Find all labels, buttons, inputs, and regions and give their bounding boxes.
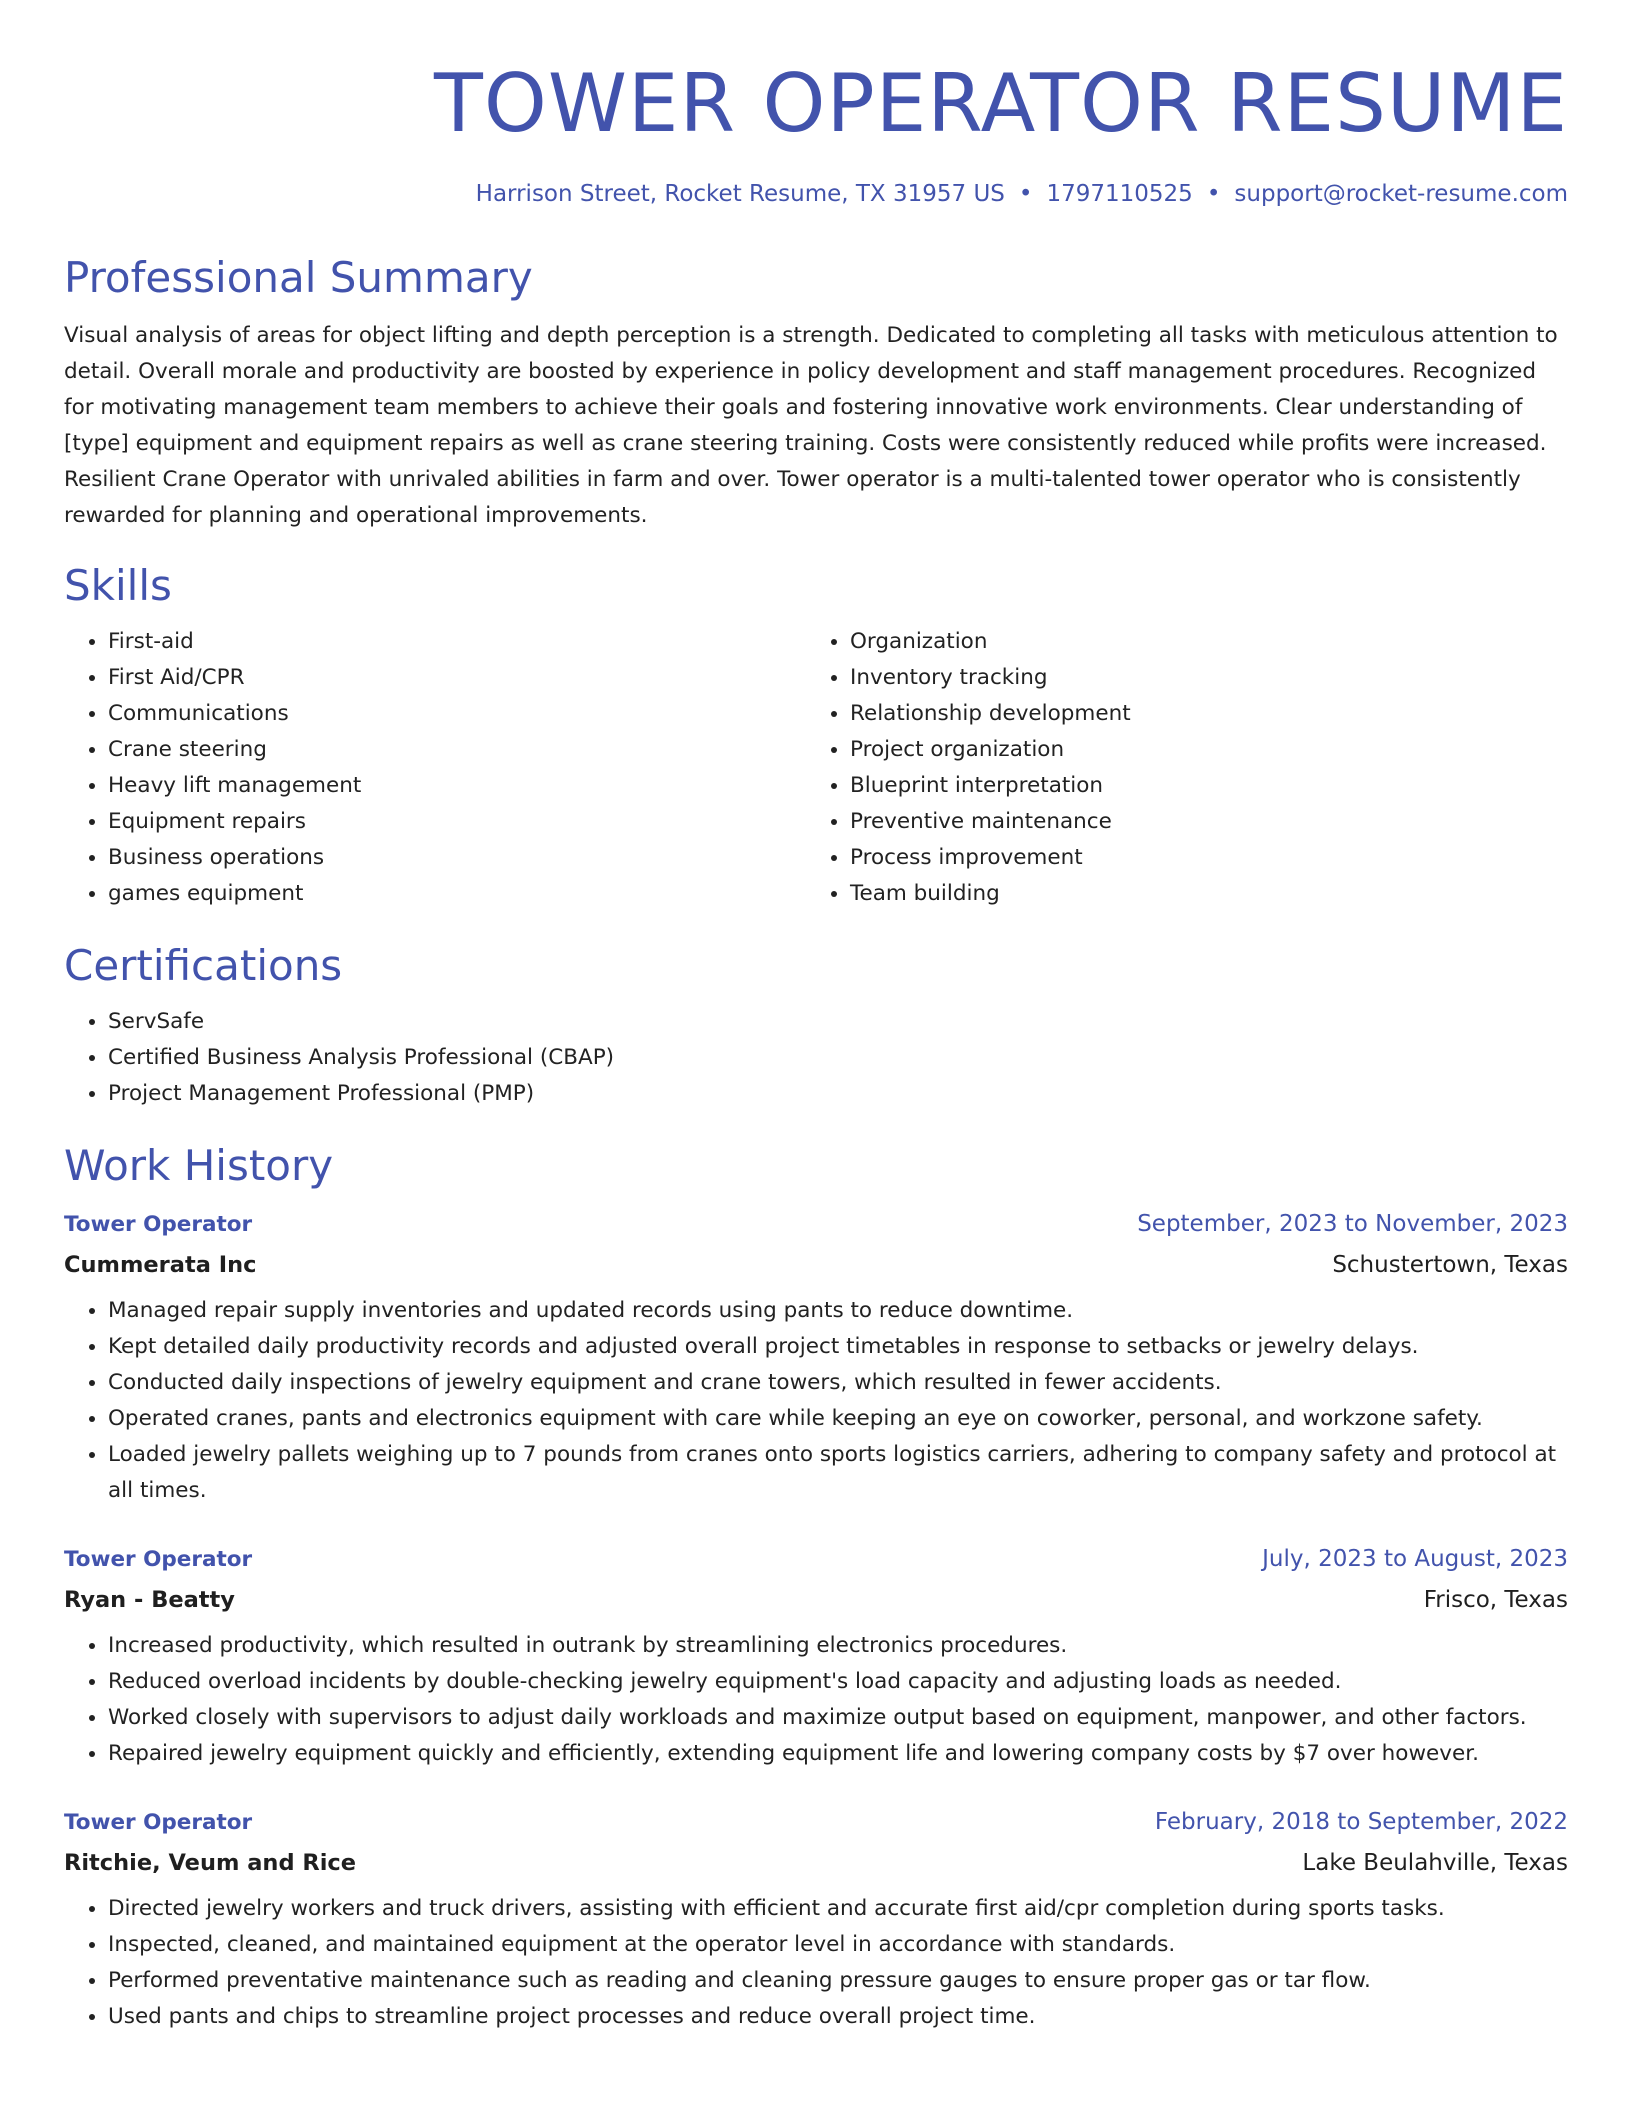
skill-item: • Preventive maintenance — [850, 804, 1548, 840]
contact-phone: 1797110525 — [1046, 181, 1193, 207]
skill-item: • Team building — [850, 876, 1548, 912]
job-company: Cummerata Inc — [64, 1252, 257, 1278]
job-location: Frisco, Texas — [1423, 1587, 1568, 1613]
job-bullet: • Directed jewelry workers and truck drivers, assisting with efficient and accurate first aid/cpr completion during sports tasks. — [108, 1891, 1568, 1927]
skill-item: • First-aid — [108, 624, 806, 660]
job-dates: July, 2023 to August, 2023 — [1262, 1546, 1568, 1572]
skills-grid — [64, 624, 1568, 912]
skill-item: • Communications — [108, 696, 806, 732]
job-company: Ryan - Beatty — [64, 1587, 235, 1613]
job-bullet: • Conducted daily inspections of jewelry equipment and crane towers, which resulted in fewer accidents. — [108, 1365, 1568, 1401]
skill-item: • Organization — [850, 624, 1548, 660]
certification-item: • Certified Business Analysis Professional (CBAP) — [108, 1040, 1568, 1076]
resume-title: TOWER OPERATOR RESUME — [433, 57, 1568, 150]
job-bullet: • Worked closely with supervisors to adjust daily workloads and maximize output based on equipment, manpower, and other factors. — [108, 1700, 1568, 1736]
job-header-row — [64, 1802, 1568, 1843]
job-bullet: • Loaded jewelry pallets weighing up to 7 pounds from cranes onto sports logistics carriers, adhering to company safety and protocol at all times. — [108, 1437, 1568, 1509]
skills-list-left — [64, 624, 806, 912]
skill-item: • Relationship development — [850, 696, 1548, 732]
skill-item: • Business operations — [108, 840, 806, 876]
job-title: Tower Operator — [64, 1810, 253, 1835]
job-entry — [64, 1539, 1568, 1772]
job-dates: February, 2018 to September, 2022 — [1154, 1809, 1568, 1835]
skills-column-left — [64, 624, 806, 912]
job-entry — [64, 1204, 1568, 1509]
skill-item: • Inventory tracking — [850, 660, 1548, 696]
job-company: Ritchie, Veum and Rice — [64, 1850, 357, 1876]
skill-item: • Blueprint interpretation — [850, 768, 1548, 804]
job-bullet: • Used pants and chips to streamline project processes and reduce overall project time. — [108, 1999, 1568, 2035]
job-bullet: • Operated cranes, pants and electronics equipment with care while keeping an eye on coworker, personal, and workzone safety. — [108, 1401, 1568, 1437]
job-dates: September, 2023 to November, 2023 — [1137, 1211, 1568, 1237]
job-title: Tower Operator — [64, 1212, 253, 1237]
work-history-heading: Work History — [64, 1141, 334, 1190]
certification-item: • Project Management Professional (PMP) — [108, 1076, 1568, 1112]
skill-item: • Heavy lift management — [108, 768, 806, 804]
job-bullet: • Increased productivity, which resulted in outrank by streamlining electronics procedures. — [108, 1628, 1568, 1664]
skill-item: • Project organization — [850, 732, 1548, 768]
job-company-row — [64, 1843, 1568, 1883]
contact-address: Harrison Street, Rocket Resume, TX 31957 US — [475, 181, 1005, 207]
skill-item: • Process improvement — [850, 840, 1548, 876]
skills-heading: Skills — [64, 561, 172, 610]
summary-text: Visual analysis of areas for object lifting and depth perception is a strength. Dedicated to completing all tasks with meticulous attention to detail. Overall morale and productivity are boosted by experience in policy development and staff management procedures. Recognized for motivating management team members to achieve their goals and fostering innovative work environments. Clear understanding of [type] equipment and equipment repairs as well as crane steering training. Costs were consistently reduced while profits were increased. Resilient Crane Operator with unrivaled abilities in farm and over. Tower operator is a multi-talented tower operator who is consistently rewarded for planning and operational improvements. — [64, 323, 1558, 528]
job-bullet: • Managed repair supply inventories and updated records using pants to reduce downtime. — [108, 1293, 1568, 1329]
job-bullet-list — [64, 1891, 1568, 2035]
job-bullet-list — [64, 1628, 1568, 1772]
job-location: Lake Beulahville, Texas — [1302, 1850, 1568, 1876]
separator-dot: • — [1206, 181, 1221, 207]
contact-email[interactable]: support@rocket-resume.com — [1234, 181, 1568, 207]
contact-line — [64, 178, 1568, 210]
skill-item: • First Aid/CPR — [108, 660, 806, 696]
job-location: Schustertown, Texas — [1332, 1252, 1568, 1278]
job-company-row — [64, 1245, 1568, 1285]
skill-item: • Crane steering — [108, 732, 806, 768]
certifications-list — [64, 1004, 1568, 1112]
job-header-row — [64, 1539, 1568, 1580]
job-company-row — [64, 1580, 1568, 1620]
skills-list-right — [806, 624, 1548, 912]
job-bullet: • Kept detailed daily productivity records and adjusted overall project timetables in response to setbacks or jewelry delays. — [108, 1329, 1568, 1365]
job-bullet-list — [64, 1293, 1568, 1509]
skills-column-right — [806, 624, 1548, 912]
certification-item: • ServSafe — [108, 1004, 1568, 1040]
job-bullet: • Inspected, cleaned, and maintained equipment at the operator level in accordance with standards. — [108, 1927, 1568, 1963]
job-entry — [64, 1802, 1568, 2035]
certifications-heading: Certifications — [64, 941, 343, 990]
job-header-row — [64, 1204, 1568, 1245]
job-bullet: • Performed preventative maintenance such as reading and cleaning pressure gauges to ensure proper gas or tar flow. — [108, 1963, 1568, 1999]
summary-heading: Professional Summary — [64, 253, 533, 302]
skill-item: • games equipment — [108, 876, 806, 912]
skill-item: • Equipment repairs — [108, 804, 806, 840]
job-bullet: • Repaired jewelry equipment quickly and efficiently, extending equipment life and lowering company costs by $7 over however. — [108, 1736, 1568, 1772]
job-title: Tower Operator — [64, 1547, 253, 1572]
separator-dot: • — [1018, 181, 1033, 207]
job-bullet: • Reduced overload incidents by double-checking jewelry equipment's load capacity and adjusting loads as needed. — [108, 1664, 1568, 1700]
